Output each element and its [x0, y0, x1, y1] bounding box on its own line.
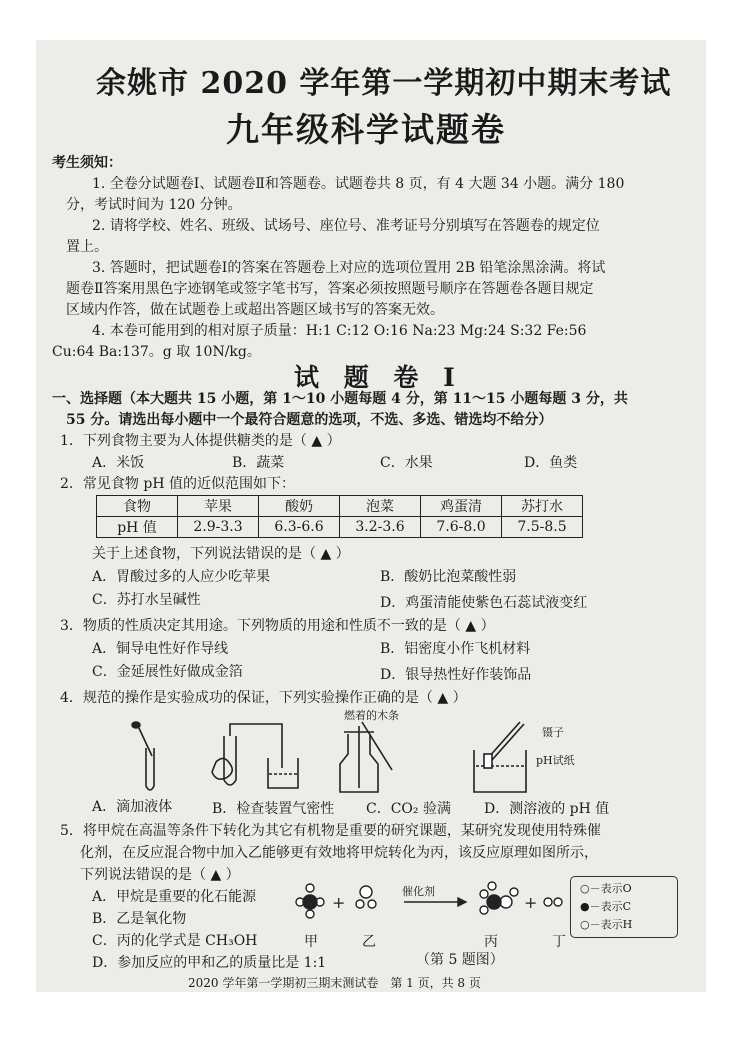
notice-heading: 考生须知：: [52, 155, 122, 171]
svg-text:+: +: [332, 893, 346, 912]
part1-instructions: 55 分。请选出每小题中一个最符合题意的选项，不选、多选、错选均不给分）: [66, 412, 553, 428]
q4-option: B．检查装置气密性: [212, 801, 335, 817]
svg-text:+: +: [524, 893, 538, 912]
q3-option: C．金延展性好做成金箔: [92, 664, 243, 680]
notice-line: 3. 答题时，把试题卷Ⅰ的答案在答题卷上对应的选项位置用 2B 铅笔涂黑涂满。将试: [92, 260, 606, 276]
q5-stem: 下列说法错误的是（ ▲ ）: [80, 867, 240, 883]
q4-label-tweezers: 镊子: [542, 726, 564, 739]
molecule-name: 甲: [304, 934, 318, 950]
q4-label-ph-paper: pH试纸: [536, 754, 575, 767]
q1-option: C．水果: [380, 455, 433, 471]
q2-option: D．鸡蛋清能使紫色石蕊试液变红: [380, 595, 588, 611]
q1-stem: 1．下列食物主要为人体提供糖类的是（ ▲ ）: [60, 433, 341, 449]
molecule-name: 丙: [484, 934, 498, 950]
table-cell: 苹果: [178, 496, 259, 517]
figure-caption: （第 5 题图）: [416, 952, 504, 968]
part1-instructions: 一、选择题（本大题共 15 小题，第 1～10 小题每题 4 分，第 11～15 小题每题 3 分，共: [52, 391, 628, 407]
q1-option: A．米饭: [92, 455, 145, 471]
notice-line: 1. 全卷分试题卷Ⅰ、试题卷Ⅱ和答题卷。试题卷共 8 页，有 4 大题 34 小题。满分 180: [92, 176, 625, 192]
water-molecule-icon: [356, 886, 376, 908]
table-cell: 2.9-3.3: [178, 517, 259, 538]
q2-option: A．胃酸过多的人应少吃苹果: [92, 569, 271, 585]
molecule-name: 乙: [362, 934, 376, 950]
q2-option: C．苏打水呈碱性: [92, 592, 201, 608]
exam-paper: [36, 40, 706, 992]
section-title: 试 题 卷 Ⅰ: [294, 363, 463, 392]
page-footer: 2020 学年第一学期初三期末测试卷 第 1 页，共 8 页: [188, 976, 481, 990]
methanol-molecule-icon: [480, 882, 518, 914]
table-row: [97, 517, 583, 538]
legend-oxygen: ○－表示O: [580, 882, 632, 895]
q3-option: D．银导热性好作装饰品: [380, 667, 532, 683]
airtightness-apparatus-icon: [212, 724, 298, 788]
table-cell: pH 值: [97, 517, 178, 538]
q3-stem: 3．物质的性质决定其用途。下列物质的用途和性质不一致的是（ ▲ ）: [60, 618, 495, 634]
legend-hydrogen: ○－表示H: [580, 918, 633, 931]
notice-line: 题卷Ⅱ答案用黑色字迹钢笔或签字笔书写，答案必须按照题号顺序在答题卷各题目规定: [66, 281, 594, 297]
q2-option: B．酸奶比泡菜酸性弱: [380, 569, 517, 585]
ph-table: [96, 495, 583, 538]
q4-option: A．滴加液体: [92, 799, 173, 815]
q3-option: B．铝密度小作飞机材料: [380, 641, 531, 657]
q5-option: C．丙的化学式是 CH₃OH: [92, 933, 258, 949]
q2-question: 关于上述食物，下列说法错误的是（ ▲ ）: [92, 546, 350, 562]
exam-subtitle: 九年级科学试题卷: [226, 110, 506, 149]
q5-reaction-diagram: [292, 878, 582, 936]
q4-option: C．CO₂ 验满: [366, 801, 451, 817]
notice-line: 2. 请将学校、姓名、班级、试场号、座位号、准考证号分别填写在答题卷的规定位: [92, 218, 600, 234]
q4-label-stick: 燃着的木条: [344, 709, 399, 722]
q5-stem: 5．将甲烷在高温等条件下转化为其它有机物是重要的研究课题，某研究发现使用特殊催: [60, 823, 601, 839]
beaker-tweezers-icon: [474, 722, 526, 792]
gas-bottle-stick-icon: [340, 722, 392, 792]
table-cell: 苏打水: [502, 496, 583, 517]
exam-title: 余姚市 2020 学年第一学期初中期末考试: [96, 66, 672, 101]
q1-option: D．鱼类: [524, 455, 578, 471]
methane-molecule-icon: [296, 884, 324, 918]
dropper-test-tube-icon: [132, 722, 154, 790]
notice-line: Cu:64 Ba:137。g 取 10N/kg。: [52, 344, 261, 360]
catalyst-label: 催化剂: [402, 885, 435, 898]
q5-stem: 化剂，在反应混合物中加入乙能够更有效地将甲烷转化为丙，该反应原理如图所示，: [80, 845, 598, 861]
table-cell: 7.6-8.0: [421, 517, 502, 538]
q4-option: D．测溶液的 pH 值: [484, 801, 610, 817]
table-cell: 3.2-3.6: [340, 517, 421, 538]
notice-line: 置上。: [66, 239, 108, 255]
table-row: [97, 496, 583, 517]
notice-line: 4. 本卷可能用到的相对原子质量：H:1 C:12 O:16 Na:23 Mg:24 S:32 Fe:56: [92, 323, 587, 339]
q4-stem: 4．规范的操作是实验成功的保证，下列实验操作正确的是（ ▲ ）: [60, 690, 467, 706]
table-cell: 鸡蛋清: [421, 496, 502, 517]
table-cell: 6.3-6.6: [259, 517, 340, 538]
table-cell: 食物: [97, 496, 178, 517]
q3-option: A．铜导电性好作导线: [92, 641, 229, 657]
molecule-name: 丁: [552, 934, 566, 950]
q5-option: B．乙是氧化物: [92, 911, 187, 927]
legend-carbon: ●－表示C: [580, 900, 632, 913]
table-cell: 酸奶: [259, 496, 340, 517]
q5-option: A．甲烷是重要的化石能源: [92, 889, 257, 905]
table-cell: 泡菜: [340, 496, 421, 517]
hydrogen-molecule-icon: [544, 898, 562, 906]
q1-option: B．蔬菜: [232, 455, 285, 471]
notice-line: 区域内作答，做在试题卷上或超出答题区域书写的答案无效。: [66, 302, 444, 318]
notice-line: 分，考试时间为 120 分钟。: [66, 197, 242, 213]
q2-stem: 2．常见食物 pH 值的近似范围如下：: [60, 476, 295, 492]
q5-option: D．参加反应的甲和乙的质量比是 1:1: [92, 955, 327, 971]
q4-apparatus-figure: [116, 718, 696, 798]
table-cell: 7.5-8.5: [502, 517, 583, 538]
